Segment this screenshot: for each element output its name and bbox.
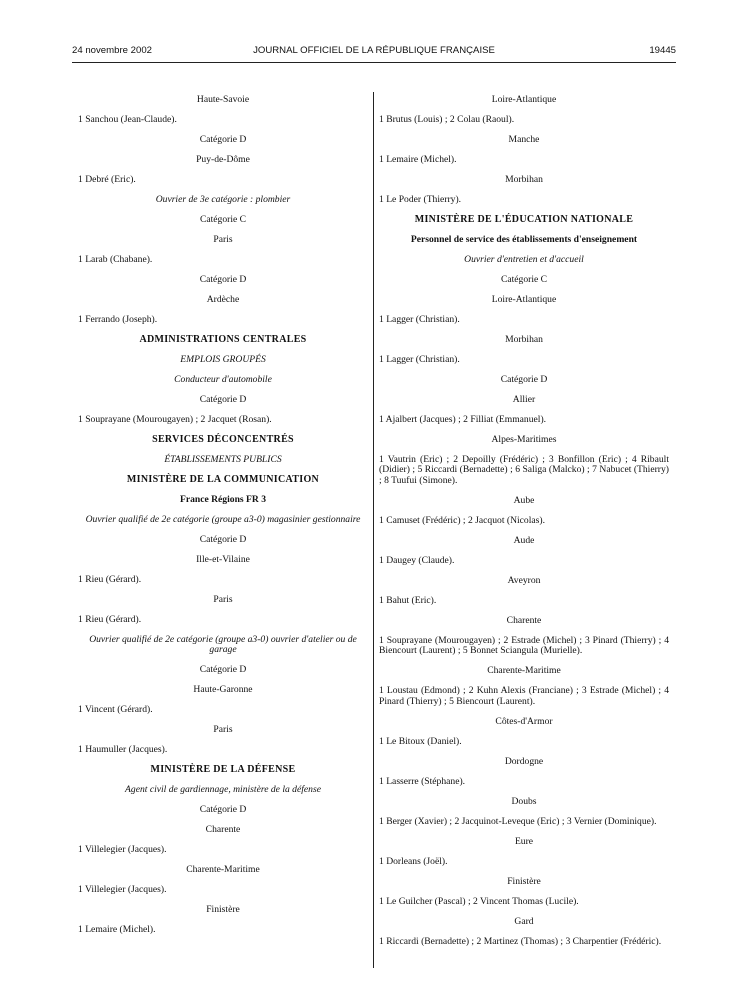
entry-line: 1 Lagger (Christian). (379, 354, 460, 365)
subheading: Catégorie D (199, 534, 247, 545)
subheading: Charente (205, 824, 241, 836)
subheading: Doubs (511, 795, 537, 807)
column-divider (373, 92, 374, 968)
subheading: France Régions FR 3 (179, 494, 267, 505)
entry-line: 1 Le Poder (Thierry). (379, 194, 462, 205)
section-heading: MINISTÈRE DE LA COMMUNICATION (126, 474, 320, 485)
subheading: Morbihan (505, 174, 543, 185)
subheading: Morbihan (505, 334, 543, 345)
entry-line: 1 Debré (Eric). (78, 174, 136, 185)
subheading: Catégorie C (199, 214, 247, 225)
subheading: Paris (213, 594, 233, 605)
subheading: Aube (513, 494, 535, 506)
header-title: JOURNAL OFFICIEL DE LA RÉPUBLIQUE FRANÇAISE (253, 45, 495, 56)
entry-line: 1 Le Bitoux (Daniel). (379, 735, 462, 747)
subheading: ÉTABLISSEMENTS PUBLICS (164, 454, 282, 465)
right-column (379, 95, 669, 957)
subheading: Haute-Savoie (196, 94, 250, 105)
subheading: Paris (213, 234, 233, 245)
subheading: Charente (506, 614, 542, 626)
subheading: Catégorie D (199, 394, 247, 405)
entry-line: 1 Lagger (Christian). (379, 314, 460, 325)
header-rule (72, 62, 676, 63)
entry-line: 1 Vincent (Gérard). (78, 704, 153, 716)
subheading: Catégorie D (199, 664, 247, 676)
entry-line: 1 Berger (Xavier) ; 2 Jacquinot-Leveque (Eric) ; 3 Vernier (Dominique). (379, 815, 657, 827)
entry-line: 1 Lasserre (Stéphane). (379, 775, 466, 787)
subheading: Catégorie C (500, 274, 548, 285)
header-date: 24 novembre 2002 (72, 45, 153, 56)
subheading: Charente-Maritime (487, 665, 561, 677)
subheading: Catégorie D (199, 274, 247, 285)
subheading: EMPLOIS GROUPÉS (180, 354, 266, 365)
subheading: Finistère (206, 904, 240, 916)
subheading: Ille-et-Vilaine (196, 554, 250, 565)
subheading: Côtes-d'Armor (495, 715, 553, 727)
subheading: Loire-Atlantique (491, 294, 557, 305)
entry-line: 1 Rieu (Gérard). (78, 614, 142, 625)
subheading: Eure (514, 835, 534, 847)
entry-line: 1 Lemaire (Michel). (78, 924, 156, 936)
subheading: Charente-Maritime (186, 864, 260, 876)
subheading: Ouvrier qualifié de 2e catégorie (groupe a3-0) magasinier gestionnaire (85, 514, 361, 525)
subheading: Gard (514, 915, 534, 927)
subheading: Aveyron (507, 574, 541, 586)
subheading: Allier (512, 394, 536, 405)
entry-line: 1 Camuset (Frédéric) ; 2 Jacquot (Nicolas). (379, 514, 545, 526)
subheading: Paris (213, 724, 233, 736)
subheading: Catégorie D (199, 804, 247, 816)
subheading: Personnel de service des établissements d'enseignement (410, 234, 638, 245)
entry-line: 1 Vautrin (Eric) ; 2 Depoilly (Frédéric) ; 3 Bonfillon (Eric) ; 4 Ribault (Didier) ; 5 Riccardi (Bernadette) ; 6 Saliga (Malcko) ; 7 Nabucet (Thierry) ; 8 Tuufui (Simone). (379, 454, 669, 486)
header-page-number: 19445 (649, 45, 676, 56)
subheading: Catégorie D (199, 134, 247, 145)
subheading: Catégorie D (500, 374, 548, 385)
subheading: Ouvrier de 3e catégorie : plombier (155, 194, 291, 205)
subheading: Ardèche (206, 294, 240, 305)
subheading: Alpes-Maritimes (491, 434, 557, 445)
entry-line: 1 Villelegier (Jacques). (78, 884, 167, 896)
entry-line: 1 Le Guilcher (Pascal) ; 2 Vincent Thomas (Lucile). (379, 895, 579, 907)
section-heading: MINISTÈRE DE L'ÉDUCATION NATIONALE (414, 214, 634, 225)
subheading: Puy-de-Dôme (196, 154, 250, 165)
entry-line: 1 Daugey (Claude). (379, 554, 455, 566)
entry-line: 1 Lemaire (Michel). (379, 154, 457, 165)
subheading: Agent civil de gardiennage, ministère de la défense (125, 784, 321, 796)
subheading: Dordogne (504, 755, 544, 767)
section-heading: SERVICES DÉCONCENTRÉS (152, 434, 294, 445)
entry-line: 1 Ajalbert (Jacques) ; 2 Filliat (Emmanuel). (379, 414, 547, 425)
entry-line: 1 Bahut (Eric). (379, 594, 437, 606)
entry-line: 1 Rieu (Gérard). (78, 574, 142, 585)
subheading: Finistère (507, 875, 541, 887)
subheading: Ouvrier qualifié de 2e catégorie (groupe a3-0) ouvrier d'atelier ou de garage (89, 634, 357, 656)
entry-line: 1 Haumuller (Jacques). (78, 744, 168, 756)
entry-line: 1 Riccardi (Bernadette) ; 2 Martinez (Thomas) ; 3 Charpentier (Frédéric). (379, 935, 662, 947)
entry-line: 1 Brutus (Louis) ; 2 Colau (Raoul). (379, 114, 515, 125)
subheading: Conducteur d'automobile (174, 374, 272, 385)
entry-line: 1 Ferrando (Joseph). (78, 314, 158, 325)
entry-line: 1 Sanchou (Jean-Claude). (78, 114, 177, 125)
entry-line: 1 Villelegier (Jacques). (78, 844, 167, 856)
entry-line: 1 Loustau (Edmond) ; 2 Kuhn Alexis (Franciane) ; 3 Estrade (Michel) ; 4 Pinard (Thierry) ; 5 Biencourt (Laurent). (379, 685, 669, 707)
section-heading: MINISTÈRE DE LA DÉFENSE (150, 764, 296, 776)
subheading: Ouvrier d'entretien et d'accueil (464, 254, 584, 265)
entry-line: 1 Dorleans (Joël). (379, 855, 448, 867)
page-header (72, 45, 676, 59)
subheading: Manche (508, 134, 540, 145)
subheading: Haute-Garonne (193, 684, 253, 696)
subheading: Loire-Atlantique (491, 94, 557, 105)
section-heading: ADMINISTRATIONS CENTRALES (139, 334, 307, 345)
subheading: Aude (513, 534, 535, 546)
entry-line: 1 Larab (Chabane). (78, 254, 153, 265)
entry-line: 1 Souprayane (Mourougayen) ; 2 Jacquet (Rosan). (78, 414, 272, 425)
entry-line: 1 Souprayane (Mourougayen) ; 2 Estrade (Michel) ; 3 Pinard (Thierry) ; 4 Biencourt (Laurent) ; 5 Bonnet Sciangula (Murielle). (379, 634, 669, 657)
left-column (78, 95, 368, 945)
